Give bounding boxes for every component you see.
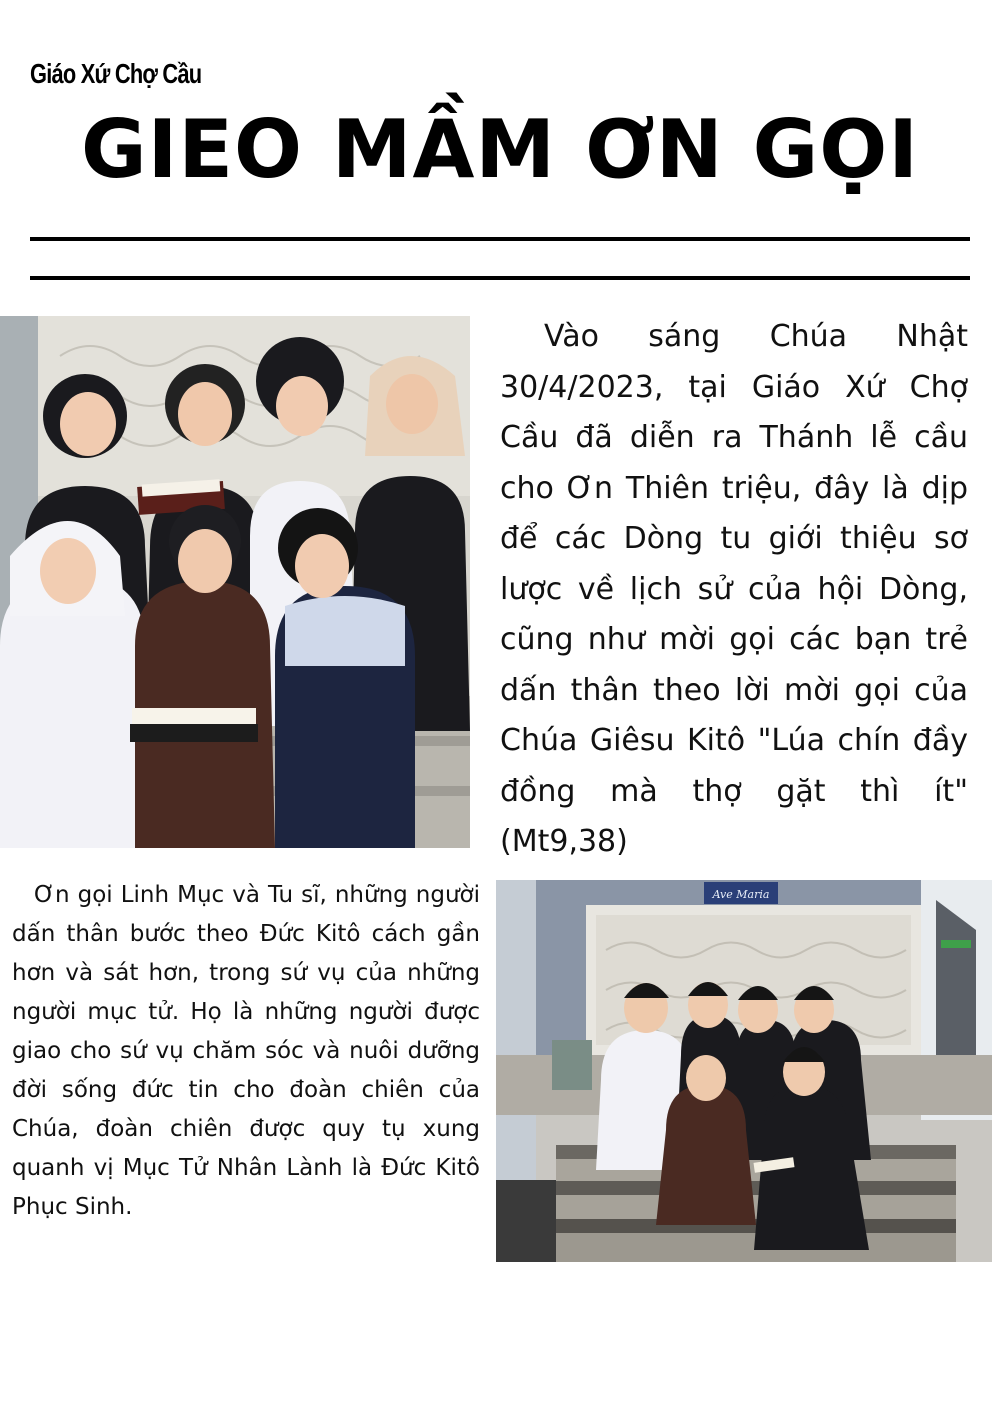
photo-sign-text: Ave Maria (712, 888, 770, 901)
title-divider-bottom (30, 276, 970, 280)
page-title: GIEO MẦM ƠN GỌI (80, 103, 920, 196)
article-paragraph-2: Ơn gọi Linh Mục và Tu sĩ, những người dấn thân bước theo Đức Kitô cách gần hơn và sát hơn, trong sứ vụ của những người mục tử. Họ là những người được giao cho sứ vụ chăm sóc và nuôi dưỡng đời sống đức tin cho đoàn chiên của Chúa, đoàn chiên được quy tụ xung quanh vị Mục Tử Nhân Lành là Đức Kitô Phục Sinh. (12, 882, 480, 1220)
title-divider-top (30, 237, 970, 241)
photo-girls-in-habits (0, 316, 470, 848)
article-paragraph-1: Vào sáng Chúa Nhật 30/4/2023, tại Giáo Xứ Chợ Cầu đã diễn ra Thánh lễ cầu cho Ơn Thiên triệu, đây là dịp để các Dòng tu giới thiệu sơ lược về lịch sử của hội Dòng, cũng như mời gọi các bạn trẻ dấn thân theo lời mời gọi của Chúa Giêsu Kitô "Lúa chín đầy đồng mà thợ gặt thì ít" (Mt9,38) (500, 319, 968, 859)
parish-name: Giáo Xứ Chợ Cầu (30, 58, 202, 89)
photo-boys-in-habits (496, 880, 992, 1262)
